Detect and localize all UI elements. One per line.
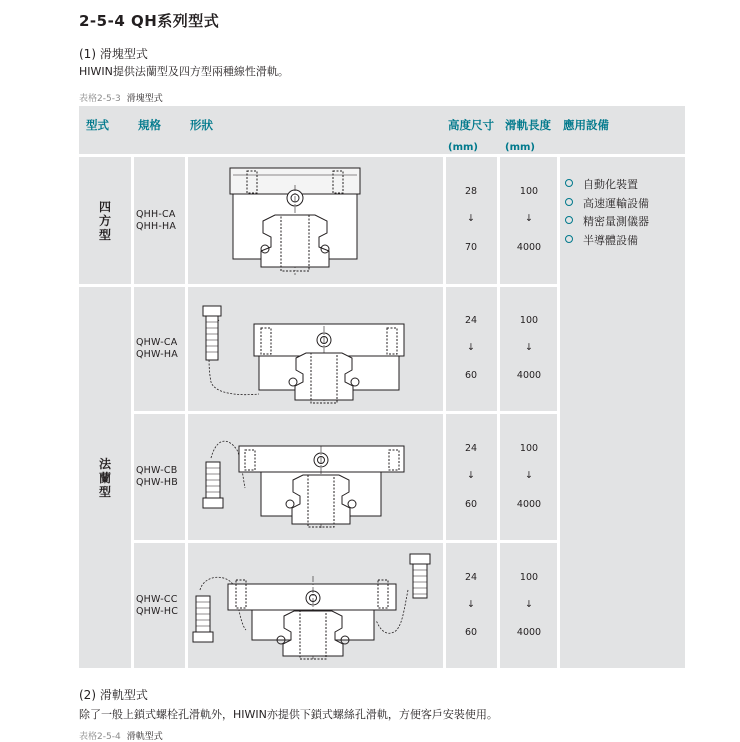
unit-height: (mm) [448, 142, 478, 153]
model-label [136, 337, 178, 361]
model-label [136, 465, 178, 489]
model-code: QHW-CC [136, 594, 178, 605]
list-item [565, 213, 649, 232]
list-item [565, 232, 649, 251]
model-code: QHW-HB [136, 477, 178, 488]
arrow-down: ↓ [467, 599, 475, 610]
model-code: QHW-CA [136, 337, 178, 348]
rail-min: 100 [519, 186, 539, 197]
arrow-down: ↓ [525, 213, 533, 224]
bullet-circle-icon [565, 216, 573, 224]
height-max: 60 [464, 499, 478, 510]
height-max: 70 [464, 242, 478, 253]
height-min: 24 [464, 315, 478, 326]
arrow-down: ↓ [467, 213, 475, 224]
model-code: QHW-CB [136, 465, 178, 476]
header-height: 高度尺寸 [448, 118, 494, 132]
flange-block-cc-drawing [190, 550, 434, 662]
bullet-circle-icon [565, 179, 573, 187]
group-label-square: 四方型 [98, 200, 111, 242]
arrow-down: ↓ [467, 470, 475, 481]
list-item [565, 176, 649, 195]
table-caption-number: 表格2-5-4 [79, 732, 121, 742]
header-application: 應用設備 [563, 118, 609, 132]
part2-description: 除了一般上鎖式螺栓孔滑軌外，HIWIN亦提供下鎖式螺絲孔滑軌，方便客戶安裝使用。 [79, 708, 498, 721]
height-max: 60 [464, 370, 478, 381]
table-caption-number: 表格2-5-3 [79, 94, 121, 104]
height-min: 24 [464, 443, 478, 454]
header-model: 規格 [138, 118, 161, 132]
square-block-drawing [225, 163, 365, 279]
rail-max: 4000 [516, 627, 542, 638]
model-code: QHH-CA [136, 209, 176, 220]
header-rail-length: 滑軌長度 [505, 118, 551, 132]
rail-min: 100 [519, 443, 539, 454]
rail-min: 100 [519, 315, 539, 326]
unit-rail: (mm) [505, 142, 535, 153]
application-label: 高速運輸設備 [583, 196, 649, 210]
table-caption-1 [79, 91, 163, 104]
height-min: 28 [464, 186, 478, 197]
header-type: 型式 [86, 118, 109, 132]
header-shape: 形狀 [190, 118, 213, 132]
height-max: 60 [464, 627, 478, 638]
arrow-down: ↓ [525, 342, 533, 353]
height-min: 24 [464, 572, 478, 583]
arrow-down: ↓ [525, 599, 533, 610]
table-caption-label: 滑軌型式 [126, 732, 163, 742]
part2-title: (2) 滑軌型式 [79, 688, 148, 702]
model-label [136, 594, 178, 618]
table-caption-label: 滑塊型式 [126, 94, 163, 104]
rail-max: 4000 [516, 499, 542, 510]
rail-max: 4000 [516, 370, 542, 381]
flange-block-ca-drawing [199, 302, 409, 406]
application-list [565, 176, 649, 250]
rail-min: 100 [519, 572, 539, 583]
flange-block-cb-drawing [199, 428, 409, 532]
model-code: QHH-HA [136, 221, 177, 232]
list-item [565, 195, 649, 214]
table-caption-2 [79, 729, 163, 742]
application-label: 自動化裝置 [583, 178, 638, 191]
model-code: QHW-HC [136, 606, 179, 617]
model-code: QHW-HA [136, 349, 178, 360]
section-title: 2-5-4 QH系列型式 [79, 12, 220, 30]
bullet-circle-icon [565, 198, 573, 206]
group-label-flange: 法蘭型 [98, 457, 111, 499]
application-label: 精密量測儀器 [583, 215, 649, 228]
arrow-down: ↓ [467, 342, 475, 353]
arrow-down: ↓ [525, 470, 533, 481]
application-label: 半導體設備 [583, 233, 638, 247]
part1-description: HIWIN提供法蘭型及四方型兩種線性滑軌。 [79, 65, 289, 78]
part1-title: (1) 滑塊型式 [79, 47, 148, 61]
model-label [136, 209, 176, 233]
bullet-circle-icon [565, 235, 573, 243]
rail-max: 4000 [516, 242, 542, 253]
